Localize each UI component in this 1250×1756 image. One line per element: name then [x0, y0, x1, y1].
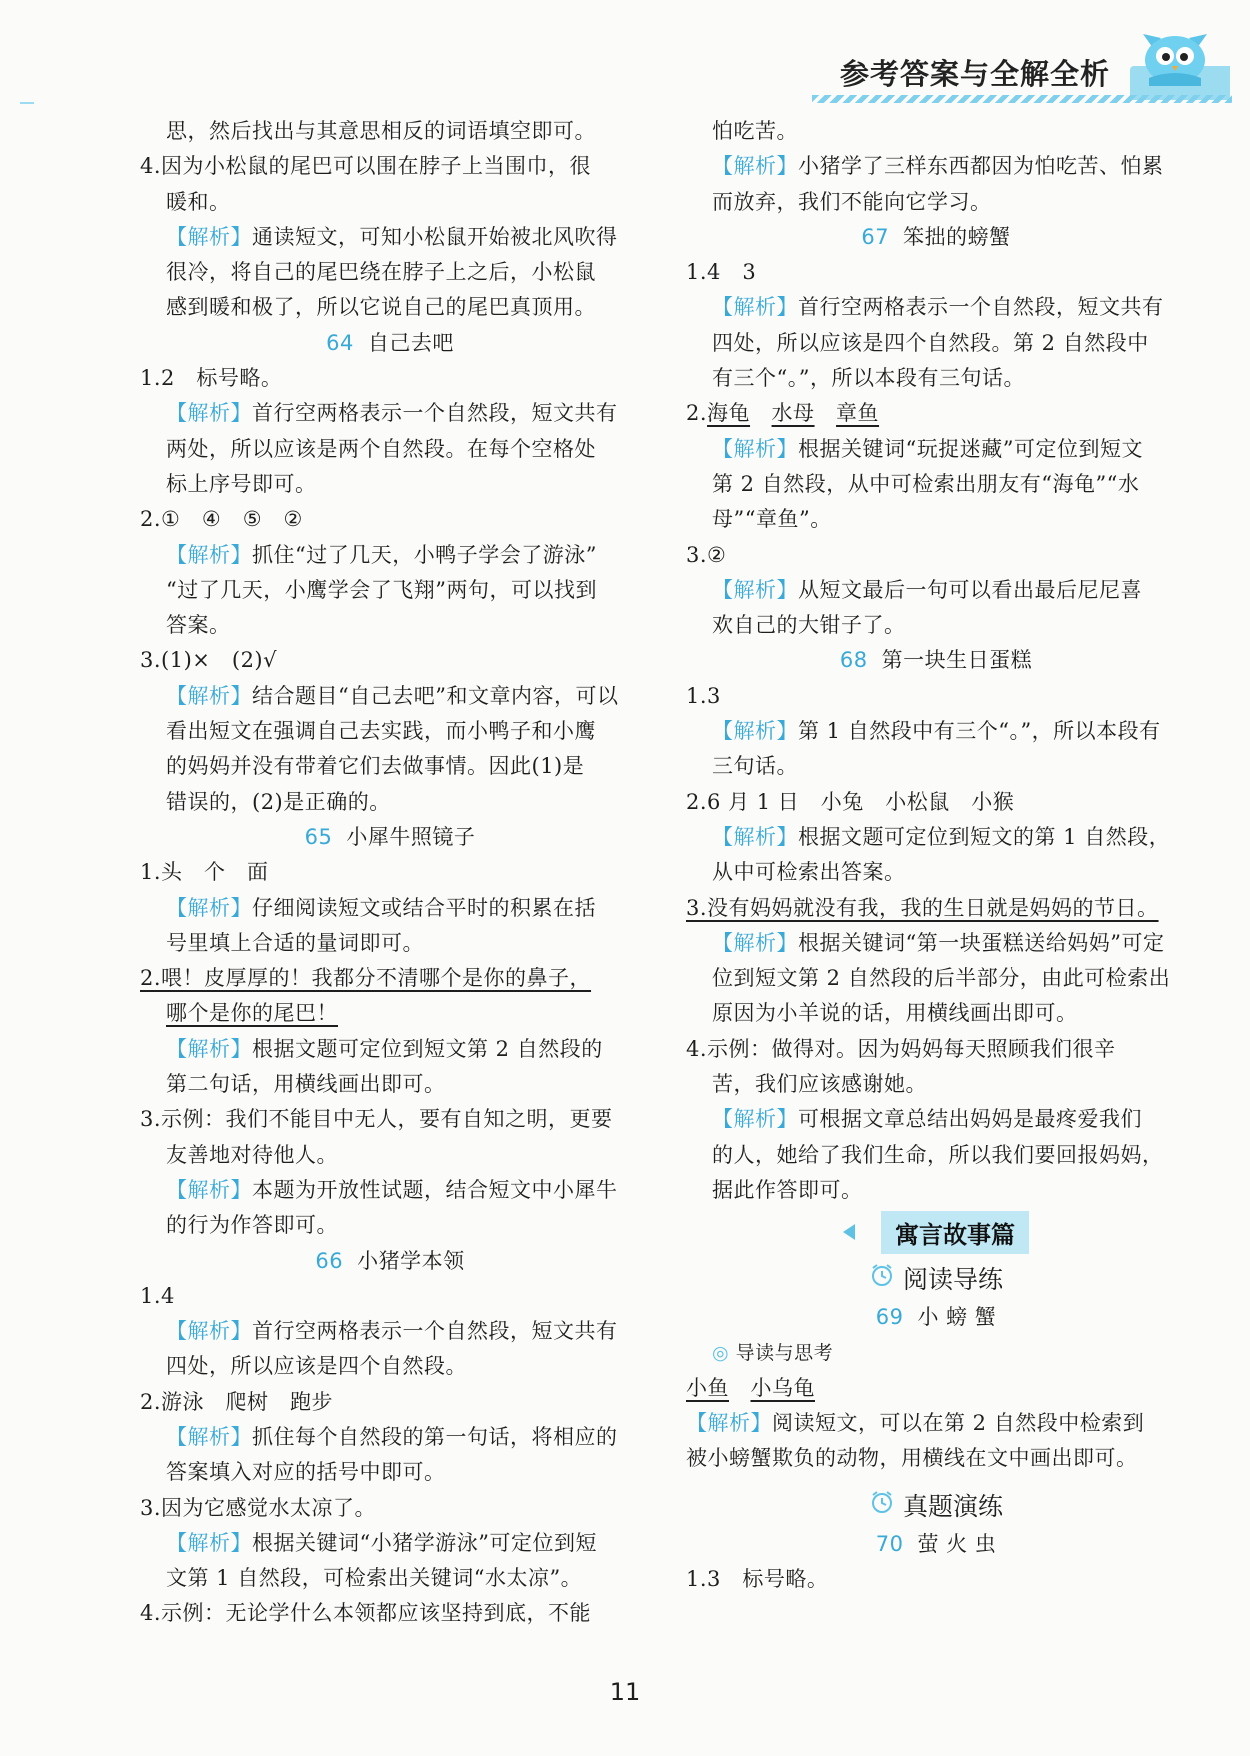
answer-line: 1.2 标号略。: [140, 366, 283, 391]
analysis-line: 【解析】小猪学了三样东西都因为怕吃苦、怕累: [712, 154, 1164, 179]
text-line: 两处，所以应该是两个自然段。在每个空格处: [166, 436, 596, 461]
circle-icon: ◎: [712, 1341, 730, 1364]
text-line: 怕吃苦。: [712, 119, 798, 143]
text-line: 第二句话，用横线画出即可。: [166, 1072, 446, 1097]
section-heading-65: 65 小犀牛照镜子: [304, 824, 476, 849]
text-line: 暖和。: [166, 189, 231, 214]
subsection-heading-reading: 阅读导练: [686, 1256, 1186, 1300]
answer-line: 小鱼 小乌龟: [686, 1375, 815, 1400]
text-line: 看出短文在强调自己去实践，而小鸭子和小鹰: [166, 719, 596, 744]
part-banner-row: [686, 1208, 1186, 1256]
analysis-line: 【解析】首行空两格表示一个自然段，短文共有: [712, 295, 1164, 320]
analysis-tag: 【解析】: [166, 224, 252, 249]
text-line: 号里填上合适的量词即可。: [166, 930, 424, 955]
text-line: 四处，所以应该是四个自然段。: [166, 1354, 467, 1379]
answer-line: 4.因为小松鼠的尾巴可以围在脖子上当围巾，很: [140, 154, 592, 179]
answer-line: 3.因为它感觉水太凉了。: [140, 1495, 377, 1520]
analysis-line: 【解析】仔细阅读短文或结合平时的积累在括: [166, 895, 596, 920]
text-line: 感到暖和极了，所以它说自己的尾巴真顶用。: [166, 295, 596, 320]
analysis-line: 【解析】抓住每个自然段的第一句话，将相应的: [166, 1424, 618, 1449]
answer-line: 1.头 个 面: [140, 860, 269, 885]
text-line: 苦，我们应该感谢她。: [712, 1072, 927, 1097]
text-line: 标上序号即可。: [166, 471, 317, 496]
answer-line: 1.4: [140, 1283, 175, 1308]
text-line: 而放弃，我们不能向它学习。: [712, 189, 992, 214]
text-line: 被小螃蟹欺负的动物，用横线在文中画出即可。: [686, 1446, 1138, 1471]
answer-line: 2.喂！皮厚厚的！我都分不清哪个是你的鼻子，: [140, 966, 592, 991]
answer-line: 1.3: [686, 683, 721, 708]
guide-heading: ◎ 导读与思考: [712, 1341, 834, 1364]
answer-line: 4.示例：做得对。因为妈妈每天照顾我们很辛: [686, 1036, 1116, 1061]
text-line: 三句话。: [712, 754, 798, 779]
analysis-line: 【解析】根据文题可定位到短文的第 1 自然段，: [712, 824, 1171, 849]
text-line: 的行为作答即可。: [166, 1213, 338, 1238]
answer-line: 1.3 标号略。: [686, 1566, 829, 1591]
analysis-line: 【解析】首行空两格表示一个自然段，短文共有: [166, 1319, 618, 1344]
analysis-line: 【解析】可根据文章总结出妈妈是最疼爱我们: [712, 1107, 1142, 1132]
analysis-line: 【解析】第 1 自然段中有三个“。”，所以本段有: [712, 719, 1161, 744]
answer-line: 3.(1)× (2)√: [140, 648, 278, 673]
analysis-line: 【解析】抓住“过了几天，小鸭子学会了游泳”: [166, 542, 597, 567]
part-banner: 寓言故事篇: [881, 1211, 1029, 1254]
text-line: 很冷，将自己的尾巴绕在脖子上之后，小松鼠: [166, 260, 596, 285]
section-heading-68: 68 第一块生日蛋糕: [839, 648, 1033, 673]
analysis-line: 【解析】根据关键词“小猪学游泳”可定位到短: [166, 1530, 597, 1555]
section-heading-69: 69 小 螃 蟹: [875, 1305, 997, 1330]
analysis-line: 【解析】阅读短文，可以在第 2 自然段中检索到: [686, 1411, 1145, 1436]
owl-mascot-icon: [1135, 20, 1215, 94]
answer-line: 2.海龟 水母 章鱼: [686, 401, 880, 426]
alarm-clock-icon: [869, 1262, 895, 1294]
text-line: 文第 1 自然段，可检索出关键词“水太凉”。: [166, 1566, 583, 1591]
answer-line: 2.① ④ ⑤ ②: [140, 507, 303, 532]
section-heading-64: 64 自己去吧: [326, 330, 454, 355]
text-line: 错误的，(2)是正确的。: [166, 789, 391, 814]
analysis-line: 【解析】通读短文，可知小松鼠开始被北风吹得: [166, 224, 618, 249]
analysis-line: 【解析】首行空两格表示一个自然段，短文共有: [166, 401, 618, 426]
section-heading-66: 66 小猪学本领: [315, 1248, 465, 1273]
analysis-line: 【解析】从短文最后一句可以看出最后尼尼喜: [712, 577, 1142, 602]
page-number: 11: [609, 1678, 641, 1706]
header-stripe: [812, 95, 1232, 103]
answer-line: 2.游泳 爬树 跑步: [140, 1389, 334, 1414]
analysis-line: 【解析】结合题目“自己去吧”和文章内容，可以: [166, 683, 619, 708]
answer-line: 3.②: [686, 542, 727, 567]
left-column: [140, 114, 640, 1632]
answer-line: 2.6 月 1 日 小兔 小松鼠 小猴: [686, 789, 1015, 814]
answer-line: 4.示例：无论学什么本领都应该坚持到底，不能: [140, 1601, 592, 1626]
section-heading-67: 67 笨拙的螃蟹: [861, 224, 1011, 249]
subsection-heading-exam: 真题演练: [686, 1483, 1186, 1527]
text-line: 从中可检索出答案。: [712, 860, 906, 885]
text-line: 第 2 自然段，从中可检索出朋友有“海龟”“水: [712, 471, 1140, 496]
answer-line: 1.4 3: [686, 260, 757, 285]
text-line: 位到短文第 2 自然段的后半部分，由此可检索出: [712, 966, 1171, 991]
text-line: 母”“章鱼”。: [712, 507, 832, 532]
answer-line: 哪个是你的尾巴！: [166, 1001, 338, 1026]
text-line: 的人，她给了我们生命，所以我们要回报妈妈，: [712, 1142, 1164, 1167]
text-line: 答案填入对应的括号中即可。: [166, 1460, 446, 1485]
text-line: 友善地对待他人。: [166, 1142, 338, 1167]
right-column: [686, 114, 1186, 1597]
header-title: 参考答案与全解全析: [840, 57, 1111, 91]
arrow-left-icon: [843, 1224, 855, 1240]
text-line: 的妈妈并没有带着它们去做事情。因此(1)是: [166, 754, 585, 779]
text-line: 欢自己的大钳子了。: [712, 613, 906, 638]
text-line: “过了几天，小鹰学会了飞翔”两句，可以找到: [166, 577, 597, 602]
text-line: 答案。: [166, 613, 231, 638]
analysis-line: 【解析】根据文题可定位到短文第 2 自然段的: [166, 1036, 603, 1061]
analysis-line: 【解析】根据关键词“玩捉迷藏”可定位到短文: [712, 436, 1143, 461]
text-line: 原因为小羊说的话，用横线画出即可。: [712, 1001, 1078, 1026]
answer-line: 3.示例：我们不能目中无人，要有自知之明，更要: [140, 1107, 613, 1132]
section-heading-70: 70 萤 火 虫: [875, 1531, 997, 1556]
alarm-clock-icon: [869, 1489, 895, 1521]
text-line: 四处，所以应该是四个自然段。第 2 自然段中: [712, 330, 1149, 355]
text-line: 据此作答即可。: [712, 1177, 863, 1202]
analysis-line: 【解析】根据关键词“第一块蛋糕送给妈妈”可定: [712, 930, 1165, 955]
answer-line: 3.没有妈妈就没有我，我的生日就是妈妈的节日。: [686, 895, 1159, 920]
margin-mark: [20, 102, 34, 104]
analysis-line: 【解析】本题为开放性试题，结合短文中小犀牛: [166, 1177, 618, 1202]
text-line: 思，然后找出与其意思相反的词语填空即可。: [166, 119, 596, 143]
text-line: 有三个“。”，所以本段有三句话。: [712, 366, 1025, 391]
